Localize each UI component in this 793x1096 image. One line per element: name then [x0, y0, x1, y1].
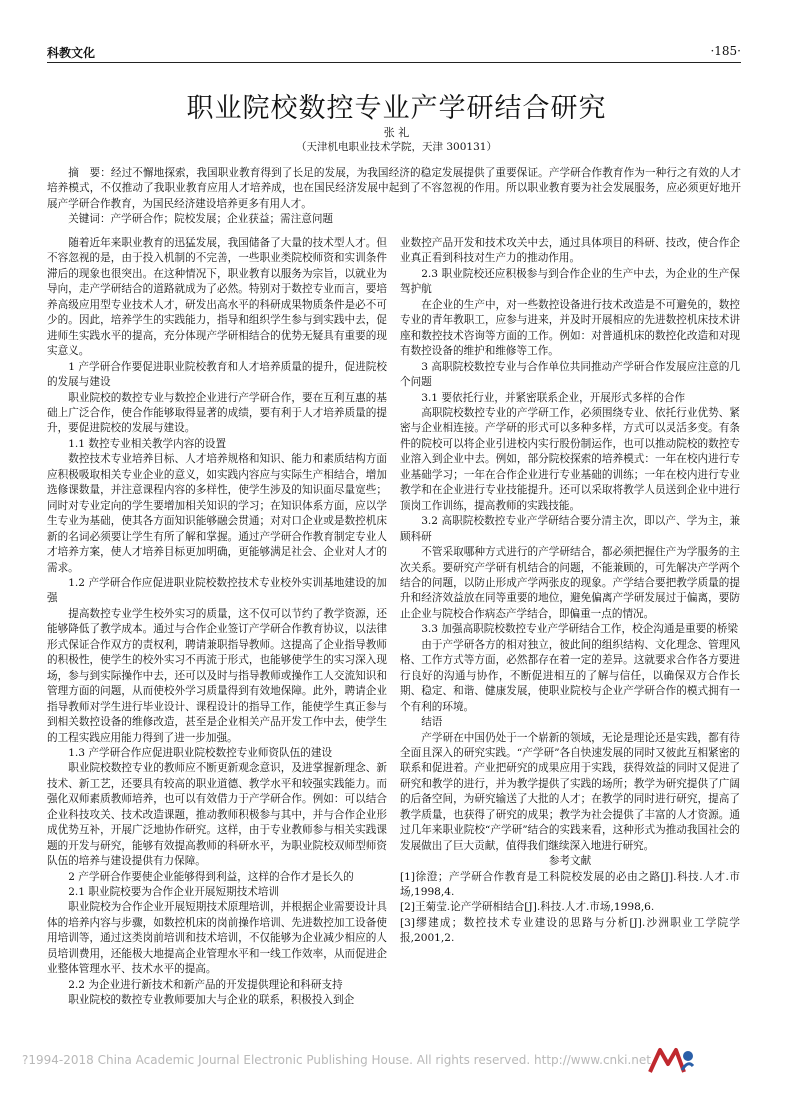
header-rule	[47, 62, 741, 63]
paragraph: 职业院校为合作企业开展短期技术原理培训，并根据企业需要设计具体的培养内容与步骤，如数控机床的岗前操作培训、先进数控加工设备使用培训等，通过这类岗前培训和技术培训，不仅能够为企业减少相应的人员培训费用，还能极大地提高企业管理水平和一线工作效率，从而促进企业整体管理水平、技术水平的提高。	[47, 901, 387, 976]
subsection-heading: 3.3 加强高职院校数控专业产学研结合工作，校企沟通是重要的桥梁	[421, 623, 739, 636]
subsection-heading: 1.1 数控专业相关教学内容的设置	[68, 437, 227, 450]
paragraph: 职业院校数控专业的教师应不断更新观念意识，及进掌握新理念、新技术、新工艺，还要具有较高的职业道德、教学水平和较强实践能力。而强化双师素质教师培养，也可以有效借力于产学研合作。例如：可以结合企业科技攻关、技术改造课题，推动教师积极参与其中，并与合作企业形成优势互补，开展广泛地协作研究。这样，由于专业教师参与相关实践课题的开发与研究，能够有效提高教师的科研水平，为职业院校双师型师资队伍的培养与建设提供有力保障。	[47, 762, 387, 868]
keywords: 关键词：产学研合作；院校发展；企业获益；需注意问题	[68, 213, 334, 225]
left-column	[47, 236, 387, 1009]
subsection-heading: 1.2 产学研合作应促进职业院校数控技术专业校外实训基地建设的加强	[47, 576, 387, 605]
section-heading: 1 产学研合作要促进职业院校教育和人才培养质量的提升，促进院校的发展与建设	[47, 360, 387, 389]
subsection-heading: 2.1 职业院校要为合作企业开展短期技术培训	[68, 886, 280, 899]
paragraph: 职业院校的数控专业与数控企业进行产学研合作，要在互利互惠的基础上广泛合作，使合作能够取得显著的成绩，要有利于人才培养质量的提升，要促进院校的发展与建设。	[47, 391, 387, 435]
paragraph: 随着近年来职业教育的迅猛发展，我国储备了大量的技术型人才。但不容忽视的是，由于投入机制的不完善，一些职业类院校师资和实训条件滞后的现象也很突出。在这种情况下，职业教育以服务为宗旨，以就业为导向，走产学研结合的道路就成为了必然。特别对于数控专业而言，要培养高级应用型专业技术人才，研发出高水平的科研成果物质条件是必不可少的。因此，培养学生的实践能力，指导和组织学生参与到实践中去，促进师生实践水平的提高，充分体现产学研相结合的优势无疑具有重要的现实意义。	[47, 237, 387, 358]
subsection-heading: 2.3 职业院校还应积极参与到合作企业的生产中去，为企业的生产保驾护航	[400, 267, 740, 296]
subsection-heading: 3.1 要依托行业，并紧密联系企业，开展形式多样的合作	[421, 391, 686, 404]
reference-item: [3]缪建成；数控技术专业建设的思路与分析[J].沙洲职业工学院学报,2001,2.	[400, 916, 740, 945]
abstract: 摘 要：经过不懈地探索，我国职业教育得到了长足的发展，为我国经济的稳定发展提供了重要保证。产学研合作教育作为一种行之有效的人才培养模式，不仅推动了我职业教育应用人才培养成，也在国民经济发展中起到了不容忽视的作用。所以职业教育要为社会发展服务，应必须更好地开展产学研合作教育，为国民经济建设培养更多有用人才。	[47, 167, 741, 210]
subsection-heading: 3.2 高职院校数控专业产学研结合要分清主次，即以产、学为主，兼顾科研	[400, 515, 740, 543]
paragraph: 不管采取哪种方式进行的产学研结合，都必须把握住产为学服务的主次关系。要研究产学研有机结合的问题，不能兼顾的，可先解决产学两个结合的问题，以防止形成产学两张皮的现象。产学结合要把教学质量的提升和经济效益放在同等重要的地位，避免偏离产学研发展过于偏离，要防止企业与院校合作病态产学结合，即偏重一点的情况。	[400, 546, 740, 620]
references-heading: 参考文献	[548, 855, 592, 868]
subsection-heading: 2.2 为企业进行新技术和新产品的开发提供理论和科研支持	[68, 978, 343, 991]
paragraph: 由于产学研各方的相对独立，彼此间的组织结构、文化理念、管理风格、工作方式等方面，必然都存在着一定的差异。这就要求合作各方要进行良好的沟通与协作，不断促进相互的了解与信任，以确保双方合作长期、稳定、和谐、健康发展，使职业院校与企业产学研合作的模式拥有一个有利的环境。	[400, 638, 740, 713]
paragraph: 在企业的生产中，对一些数控设备进行技术改造是不可避免的，数控专业的青年教职工，应参与进来，并及时开展相应的先进数控机床技术讲座和数控技术咨询等方面的工作。例如：对普通机床的数控化改造和对现有数控设备的维护和维修等工作。	[400, 298, 740, 358]
paragraph: 高职院校数控专业的产学研工作，必须围绕专业、依托行业优势、紧密与企业相连接。产学研的形式可以多种多样，方式可以灵活多变。有条件的院校可以将企业引进校内实行股份制运作，也可以推动院校的数控专业溶入到企业中去。例如，部分院校探索的培养模式：一年在校内进行专业基础学习；一年在合作企业进行专业基础的训练；一年在校内进行专业教学和在企业进行专业技能提升。还可以采取将教学人员送到企业中进行顶岗工作训练，提高教师的实践技能。	[400, 406, 740, 512]
subsection-heading: 1.3 产学研合作应促进职业院校数控专业师资队伍的建设	[68, 746, 333, 759]
paragraph: 提高数控专业学生校外实习的质量，这不仅可以节约了教学资源，还能够降低了教学成本。通过与合作企业签订产学研合作教育协议，以法律形式保证合作双方的责权利，聘请兼职指导教师。这提高了企业指导教师的积极性，使学生的校外实习不再流于形式，也能够使学生的实习深入现场，参与到实际操作中去，还可以及时与指导教师或操作工人交流知识和管理方面的问题，从而使校外学习质量得到有效地保障。此外，聘请企业指导教师对学生进行毕业设计、课程设计的指导工作，能使学生真正参与到相关数控设备的维修改造，甚至是企业相关产品开发工作中去，使学生的工程实践应用能力得到了进一步加强。	[47, 607, 387, 744]
copyright-footer: ?1994-2018 China Academic Journal Electronic Publishing House. All rights reserved. http://www.cnki.net	[22, 1053, 651, 1067]
conclusion-heading: 结语	[421, 716, 443, 729]
paragraph: 职业院校的数控专业教师要加大与企业的联系，积极投入到企	[68, 994, 355, 1007]
author: 张 礼	[383, 126, 410, 139]
section-heading: 2 产学研合作要使企业能够得到利益，这样的合作才是长久的	[68, 870, 354, 883]
paragraph: 业数控产品开发和技术攻关中去，通过具体项目的科研、技改，使合作企业真正看到科技对生产力的推动作用。	[400, 237, 740, 265]
paragraph: 数控技术专业培养目标、人才培养规格和知识、能力和素质结构方面应积极吸取相关专业企业的意义，如实践内容应与实际生产相结合，增加选修课数量，并注意课程内容的多样性，使学生涉及的知识面尽量宽些；同时对专业定向的学生要增加相关知识的学习；在知识体系方面，应以学生专业为基础，使其各方面知识能够融会贯通；对对口企业或是数控机床新的名词必须要让学生有所了解和掌握。通过产学研合作教育制定专业人才培养方案，使人才培养目标更加明确，更能够满足社会、企业对人才的需求。	[47, 453, 387, 574]
journal-section: 科教文化	[47, 46, 96, 60]
paragraph: 产学研在中国仍处于一个崭新的领域，无论是理论还是实践，都有待全面且深入的研究实践。“产学研”各自快速发展的同时又彼此互相紧密的联系和促进着。产业把研究的成果应用于实践，获得效益的同时又促进了研究和教学的进行，并为教学提供了实践的场所；教学为研究提供了广阔的后备空间，为研究输送了大批的人才；在教学的同时进行研究，提高了教学质量，也获得了研究的成果；教学为社会提供了丰富的人才资源。通过几年来职业院校“产学研”结合的实践来看，这种形式为推动我国社会的发展做出了巨大贡献，值得我们继续深入地进行研究。	[400, 731, 740, 852]
cnki-logo-icon	[648, 1046, 694, 1074]
paper-title: 职业院校数控专业产学研结合研究	[186, 93, 607, 124]
affiliation: （天津机电职业技术学院，天津 300131）	[296, 141, 497, 153]
reference-item: [1]徐澄；产学研合作教育是工科院校发展的必由之路[J].科技.人才.市场,1998,4.	[400, 870, 740, 899]
running-header	[47, 44, 741, 60]
section-heading: 3 高职院校数控专业与合作单位共同推动产学研合作发展应注意的几个问题	[400, 360, 740, 389]
page-number: ·185·	[710, 44, 741, 58]
reference-item: [2]王菊莹.论产学研相结合[J].科技.人才.市场,1998,6.	[400, 901, 655, 914]
right-column	[400, 236, 740, 947]
